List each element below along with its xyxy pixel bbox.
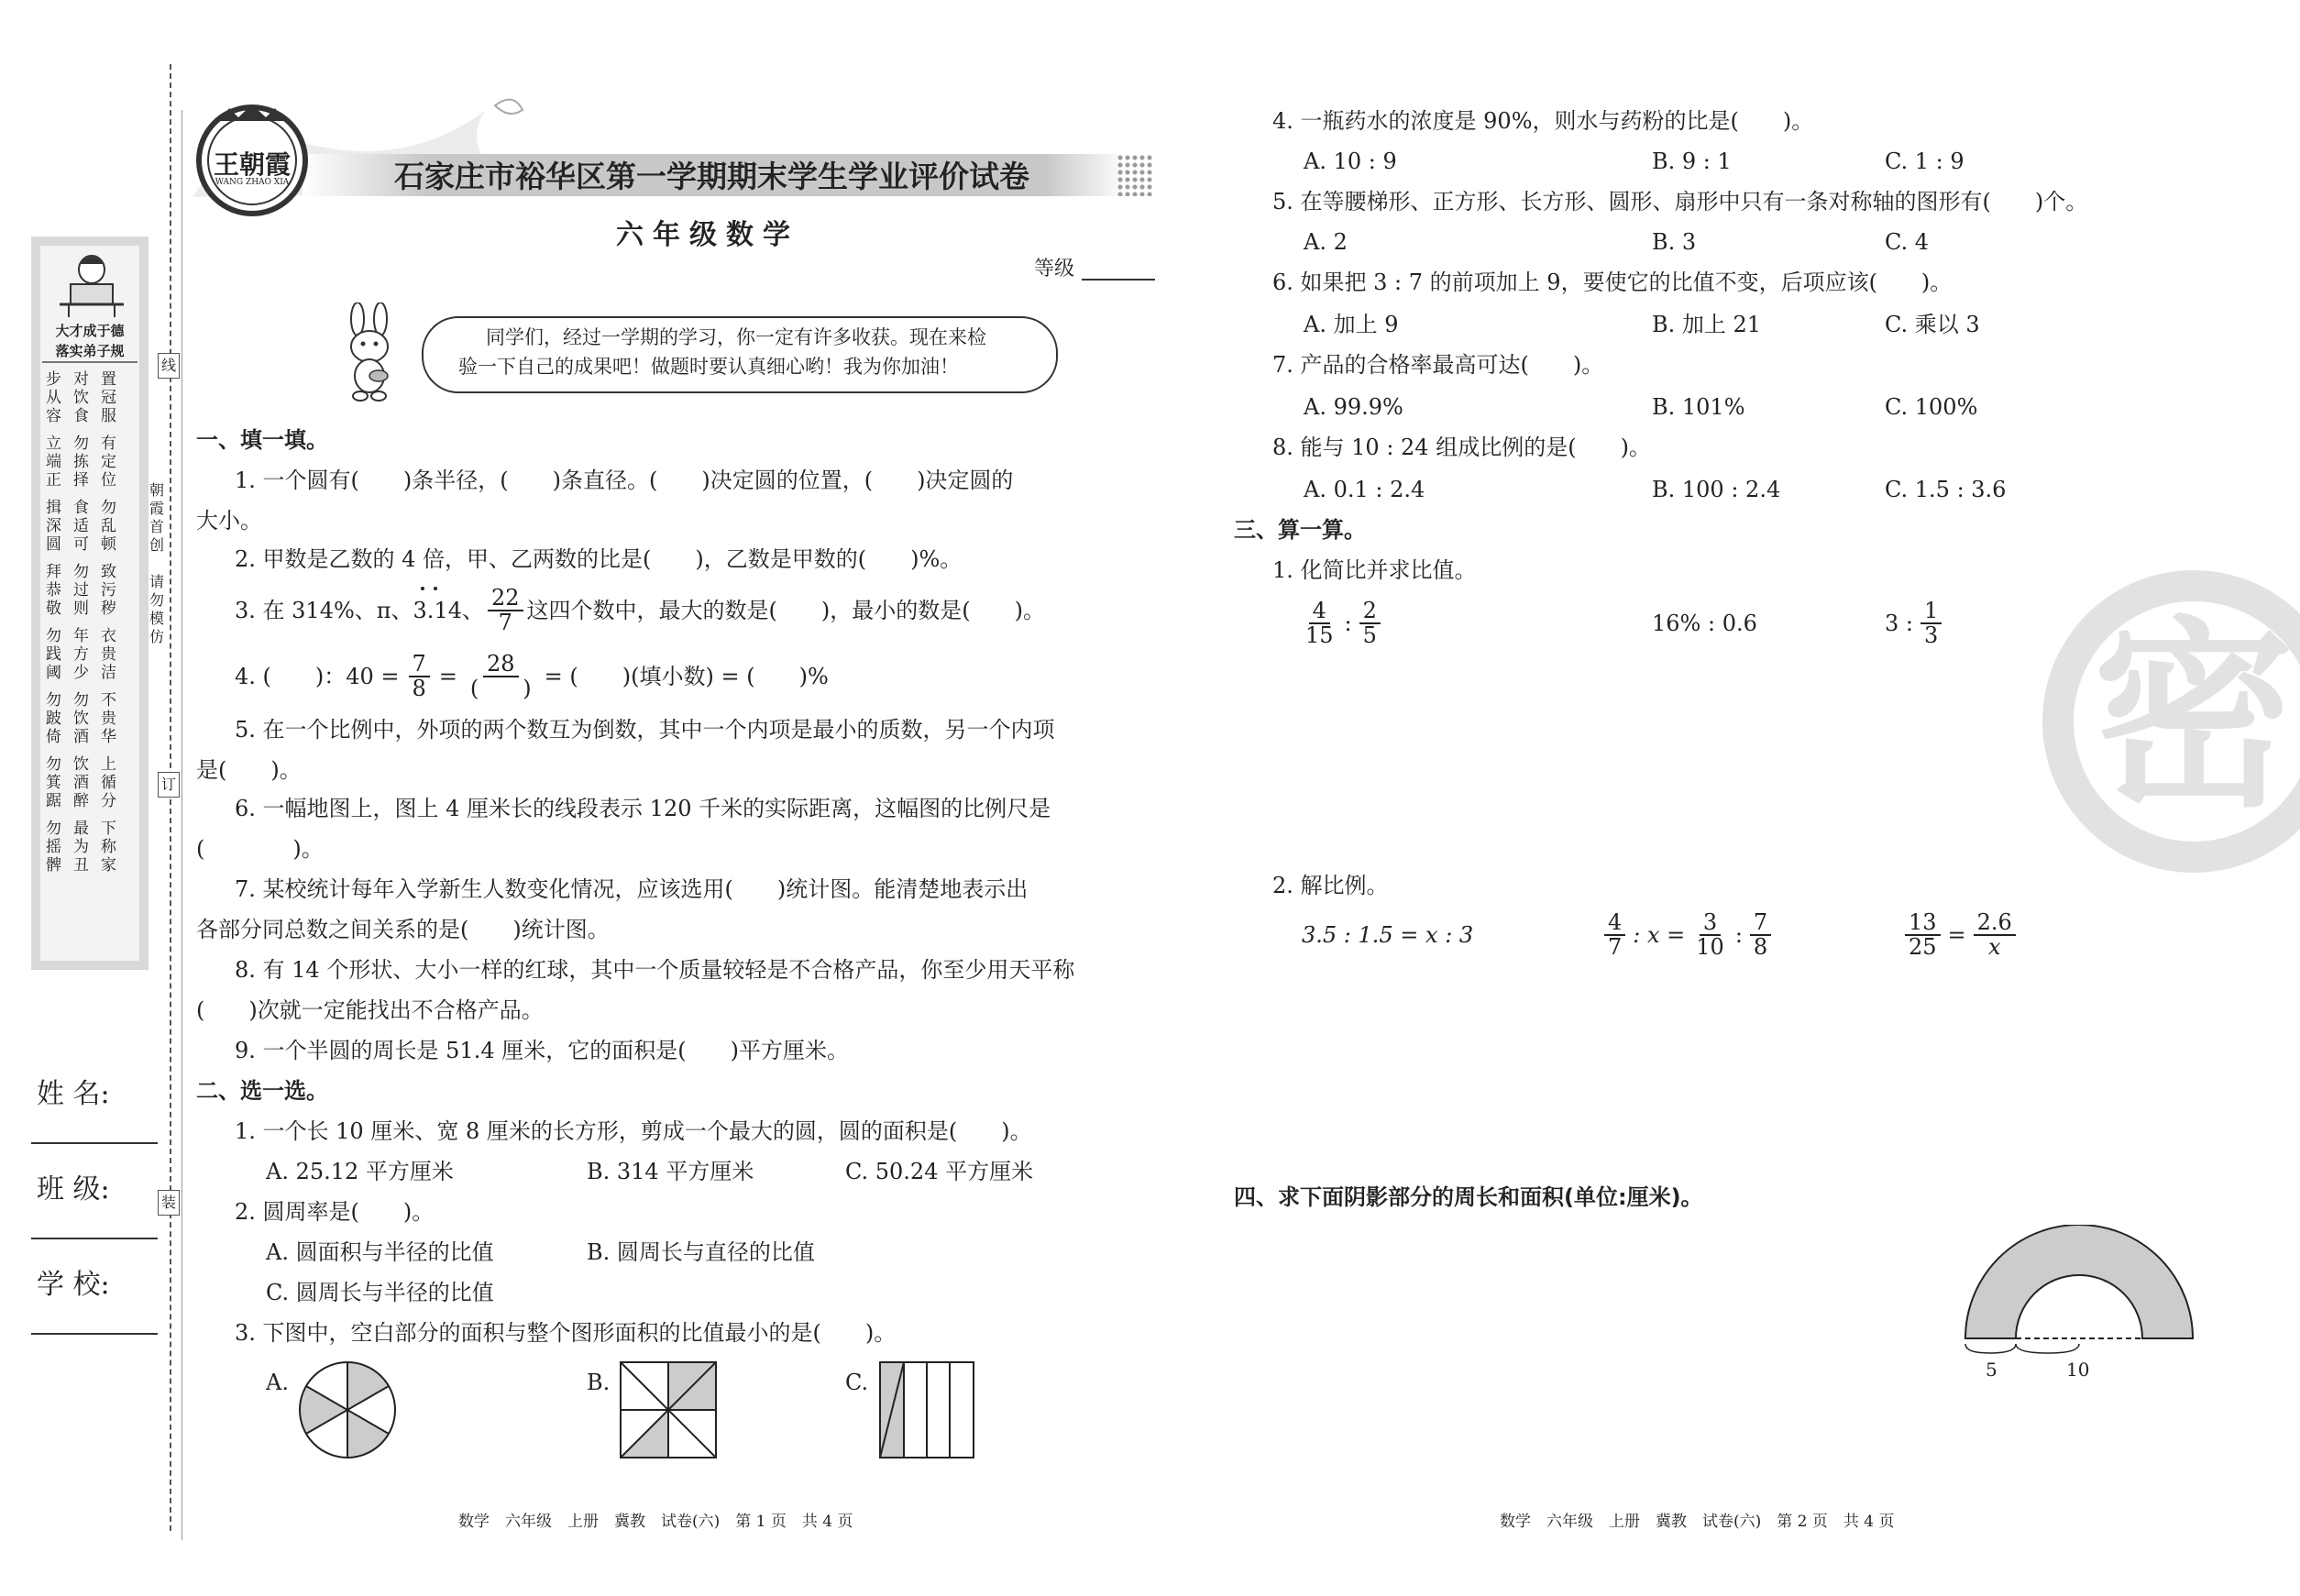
section3-title: 三、算一算。	[1234, 517, 1366, 543]
grade-label: 等级	[1034, 258, 1075, 281]
s3-e3-frac	[1920, 600, 1942, 647]
s1-q4-f2-num: 28	[483, 653, 519, 677]
s2-q7-option-a: A. 99.9%	[1304, 394, 1403, 420]
s1-q3-repeating: 4	[447, 598, 462, 624]
class-label: 班 级:	[37, 1173, 110, 1205]
sidebar-rule-group	[46, 691, 138, 746]
binding-mark-bot: 装	[158, 1190, 180, 1216]
s2-q8-option-c: C. 1.5 : 3.6	[1885, 477, 2007, 502]
s1-q3-pre: 3. 在 314%、π、3.1	[235, 598, 448, 624]
s1-q1-line1: 1. 一个圆有( )条半径，( )条直径。( )决定圆的位置，( )决定圆的	[235, 468, 1014, 493]
sidebar-rule-group	[46, 370, 138, 425]
binding-line-outer	[170, 64, 171, 1531]
s2-q5: 5. 在等腰梯形、正方形、长方形、圆形、扇形中只有一条对称轴的图形有( )个。	[1272, 189, 2088, 215]
title-band-dots	[1117, 154, 1153, 196]
sidebar-rule-text: 步从容	[46, 370, 61, 425]
section2-title: 二、选一选。	[196, 1078, 328, 1104]
s2-q3-option-c: C.	[845, 1370, 869, 1395]
name-label: 姓 名:	[37, 1078, 110, 1110]
sidebar-rule-text: 年方少	[73, 627, 89, 682]
s3-p2-d1: 7	[1608, 934, 1623, 961]
s3-p2-d3: 8	[1753, 934, 1768, 961]
s3-p3-d2: x	[1987, 934, 2001, 961]
sidebar-rule-text: 不贵华	[101, 691, 116, 746]
s1-q5-line2: 是( )。	[196, 757, 302, 783]
s2-q4-option-a: A. 10 : 9	[1304, 149, 1397, 174]
s3-p3-n2: 2.6	[1974, 911, 2016, 936]
s2-q4: 4. 一瓶药水的浓度是 90%，则水与药粉的比是( )。	[1272, 108, 1814, 134]
s1-q3-denominator: 7	[498, 610, 512, 636]
s2-q5-option-a: A. 2	[1304, 229, 1348, 255]
s2-q1-option-c: C. 50.24 平方厘米	[845, 1159, 1034, 1184]
greeting-line-1: 同学们，经过一学期的学习，你一定有许多收获。现在来检	[486, 326, 986, 348]
section4-title: 四、求下面阴影部分的周长和面积(单位:厘米)。	[1234, 1184, 1703, 1210]
s3-e1-colon: :	[1344, 611, 1352, 637]
s1-q3-post: 这四个数中，最大的数是( )，最小的数是( )。	[526, 598, 1045, 624]
s3-p2-n1: 4	[1604, 911, 1625, 936]
subject-title: 六年级数学	[616, 219, 799, 251]
s2-q3: 3. 下图中，空白部分的面积与整个图形面积的比值最小的是( )。	[235, 1320, 897, 1346]
sidebar-rule-group	[46, 755, 138, 810]
s2-q5-option-c: C. 4	[1885, 229, 1930, 255]
school-label: 学 校:	[37, 1269, 110, 1301]
s2-q4-option-b: B. 9 : 1	[1652, 149, 1732, 174]
s3-expr-3	[1885, 600, 1942, 647]
s3-e1-n1: 4	[1309, 600, 1330, 624]
s3-p2-mid: : x =	[1633, 922, 1686, 949]
binding-mark-top: 线	[158, 353, 180, 379]
sidebar-motto-1: 大才成于德	[55, 323, 125, 339]
s3-p2-frac-2	[1692, 911, 1728, 959]
s3-e1-frac-1	[1302, 600, 1337, 647]
grade-field[interactable]	[1082, 279, 1155, 281]
sidebar-rule-group	[46, 820, 138, 875]
sidebar-rule-text: 衣贵洁	[101, 627, 116, 682]
s3-p2-n3: 7	[1750, 911, 1771, 936]
class-field[interactable]	[31, 1238, 158, 1239]
name-field[interactable]	[31, 1142, 158, 1144]
s2-q3-figure-b	[619, 1360, 718, 1459]
s3-p3-n1: 13	[1905, 911, 1941, 936]
s2-q1-option-b: B. 314 平方厘米	[587, 1159, 754, 1184]
s3-p2-frac-3	[1750, 911, 1771, 959]
s2-q3-option-b: B.	[587, 1370, 611, 1395]
s2-q7: 7. 产品的合格率最高可达( )。	[1272, 352, 1604, 378]
sidebar-rule-text: 致污秽	[101, 563, 116, 618]
s3-p3-eq: =	[1947, 922, 1966, 949]
sidebar-rule-text: 揖深圆	[46, 499, 61, 554]
s1-q4	[235, 653, 829, 700]
s3-e1-n2: 2	[1359, 600, 1381, 624]
s1-q3-numerator: 22	[488, 587, 523, 611]
sidebar-rule-text: 勿跛倚	[46, 691, 61, 746]
s2-q4-option-c: C. 1 : 9	[1885, 149, 1964, 174]
sidebar-rule-text: 最为丑	[73, 820, 89, 875]
s1-q4-f2-den: ( )	[469, 676, 532, 702]
s1-q4-end: = ( )(填小数) = ( )%	[544, 664, 829, 690]
s3-e3-d: 3	[1923, 622, 1939, 649]
s2-q6-option-c: C. 乘以 3	[1885, 312, 1980, 337]
sidebar-rule-text: 勿践阈	[46, 627, 61, 682]
logo-subtext: WANG ZHAO XIA	[215, 178, 290, 187]
s1-q3-sep: 、	[462, 598, 484, 624]
sidebar-rule-text: 勿摇髀	[46, 820, 61, 875]
exam-title: 石家庄市裕华区第一学期期末学生学业评价试卷	[394, 159, 1029, 194]
s3-p3-frac-1	[1905, 911, 1941, 959]
s2-q2-option-a: A. 圆面积与半径的比值	[266, 1239, 494, 1265]
rabbit-mascot-icon	[335, 303, 408, 403]
sidebar-rules	[46, 370, 138, 884]
s2-q2: 2. 圆周率是( )。	[235, 1199, 435, 1225]
s1-q7-line2: 各部分同总数之间关系的是( )统计图。	[196, 917, 610, 942]
sidebar-rule-text: 勿饮酒	[73, 691, 89, 746]
dimension-label-5: 5	[1986, 1359, 1997, 1381]
repeating-dot-2	[434, 587, 437, 590]
sidebar-rule-group	[46, 499, 138, 554]
s1-q3	[235, 587, 1045, 634]
s2-q1-option-a: A. 25.12 平方厘米	[266, 1159, 454, 1184]
binding-text-right: 请勿模仿	[149, 573, 165, 645]
s2-q7-option-b: B. 101%	[1652, 394, 1745, 420]
s3-e3-n: 1	[1920, 600, 1942, 624]
s1-q1-line2: 大小。	[196, 508, 262, 534]
watermark-character: 密	[2092, 597, 2294, 834]
s1-q4-start: 4. ( )：40 =	[235, 664, 400, 690]
repeating-dot-1	[421, 587, 424, 590]
sidebar-rule-text: 立端正	[46, 435, 61, 490]
s2-q7-option-c: C. 100%	[1885, 394, 1978, 420]
sidebar-rule-text: 饮酒醉	[73, 755, 89, 810]
s2-q8-option-a: A. 0.1 : 2.4	[1304, 477, 1425, 502]
s2-q3-figure-c	[878, 1360, 975, 1459]
s1-q4-f1-den: 8	[412, 676, 426, 702]
s2-q8-option-b: B. 100 : 2.4	[1652, 477, 1781, 502]
s3-q2: 2. 解比例。	[1272, 873, 1389, 898]
s3-proportion-2	[1604, 911, 1771, 959]
s3-q1: 1. 化简比并求比值。	[1272, 557, 1477, 583]
s3-expr-1	[1302, 600, 1381, 647]
s2-q6-option-a: A. 加上 9	[1304, 312, 1399, 337]
greeting-line-2: 验一下自己的成果吧！做题时要认真细心哟！我为你加油！	[458, 356, 959, 378]
binding-mark-mid: 订	[158, 772, 180, 798]
s3-p2-n2: 3	[1700, 911, 1721, 936]
s1-q7-line1: 7. 某校统计每年入学新生人数变化情况，应该选用( )统计图。能清楚地表示出	[235, 876, 1029, 902]
sidebar-rule-group	[46, 563, 138, 618]
s2-q2-option-c: C. 圆周长与半径的比值	[266, 1280, 494, 1305]
s1-q4-fraction-1	[409, 653, 430, 700]
s2-q6-option-b: B. 加上 21	[1652, 312, 1762, 337]
s3-expr-2: 16% : 0.6	[1652, 611, 1757, 636]
s2-q2-option-b: B. 圆周长与直径的比值	[587, 1239, 815, 1265]
s2-q8: 8. 能与 10 : 24 组成比例的是( )。	[1272, 435, 1651, 460]
s3-p3-frac-2	[1974, 911, 2016, 959]
s2-q6: 6. 如果把 3 : 7 的前项加上 9，要使它的比值不变，后项应该( )。	[1272, 270, 1953, 295]
s1-q3-fraction	[488, 587, 523, 634]
s3-p2-d2: 10	[1696, 934, 1724, 961]
s1-q6-line2: ( )。	[196, 836, 324, 862]
s1-q6-line1: 6. 一幅地图上，图上 4 厘米长的线段表示 120 千米的实际距离，这幅图的比例尺是	[235, 796, 1051, 821]
s2-q5-option-b: B. 3	[1652, 229, 1697, 255]
sidebar-rule-text: 勿乱顿	[101, 499, 116, 554]
sidebar-motto-2: 落实弟子规	[55, 343, 125, 359]
s1-q4-equals: =	[438, 664, 457, 690]
s3-proportion-1: 3.5 : 1.5 = x : 3	[1302, 922, 1474, 948]
s2-q3-figure-a	[296, 1359, 399, 1461]
s1-q4-f1-num: 7	[409, 653, 430, 677]
sidebar-rule-text: 对饮食	[73, 370, 89, 425]
s2-q1: 1. 一个长 10 厘米、宽 8 厘米的长方形，剪成一个最大的圆，圆的面积是( )。	[235, 1118, 1032, 1144]
s3-p2-colon: :	[1734, 922, 1743, 949]
s3-e1-d2: 5	[1362, 622, 1377, 649]
sidebar-rule-text: 拜恭敬	[46, 563, 61, 618]
s2-q3-option-a: A.	[266, 1370, 289, 1395]
s3-p3-d1: 25	[1909, 934, 1937, 961]
school-field[interactable]	[31, 1333, 158, 1335]
sidebar-rule-text: 有定位	[101, 435, 116, 490]
sidebar-rule-group	[46, 627, 138, 682]
s3-e3-start: 3 :	[1885, 611, 1913, 637]
sidebar-rule-text: 勿拣择	[73, 435, 89, 490]
s3-e1-d1: 15	[1305, 622, 1334, 649]
logo-text: 王朝霞	[213, 149, 291, 180]
s3-proportion-3	[1905, 911, 2016, 959]
footer-page-1: 数学 六年级 上册 冀教 试卷(六) 第 1 页 共 4 页	[458, 1513, 853, 1531]
sidebar-rule-text: 置冠服	[101, 370, 116, 425]
sidebar-rule-text: 食适可	[73, 499, 89, 554]
sidebar-rule-text: 下称家	[101, 820, 116, 875]
s1-q8-line2: ( )次就一定能找出不合格产品。	[196, 997, 544, 1023]
dimension-label-10: 10	[2066, 1359, 2090, 1381]
section1-title: 一、填一填。	[196, 427, 328, 453]
sidebar-rule-text: 勿箕踞	[46, 755, 61, 810]
student-illustration	[50, 248, 133, 321]
sidebar-rule-text: 上循分	[101, 755, 116, 810]
sidebar-rule-group	[46, 435, 138, 490]
footer-page-2: 数学 六年级 上册 冀教 试卷(六) 第 2 页 共 4 页	[1500, 1513, 1895, 1531]
sidebar-divider	[42, 361, 138, 363]
s1-q8-line1: 8. 有 14 个形状、大小一样的红球，其中一个质量较轻是不合格产品，你至少用天平称	[235, 957, 1075, 983]
sidebar-rule-text: 勿过则	[73, 563, 89, 618]
s1-q5-line1: 5. 在一个比例中，外项的两个数互为倒数，其中一个内项是最小的质数，另一个内项	[235, 717, 1055, 743]
s3-p2-frac-1	[1604, 911, 1625, 959]
s3-e1-frac-2	[1359, 600, 1381, 647]
s1-q2: 2. 甲数是乙数的 4 倍，甲、乙两数的比是( )，乙数是甲数的( )%。	[235, 546, 963, 572]
s1-q9: 9. 一个半圆的周长是 51.4 厘米，它的面积是( )平方厘米。	[235, 1038, 849, 1063]
binding-text-left: 朝霞首创	[149, 481, 165, 554]
s1-q4-fraction-2	[467, 653, 535, 700]
